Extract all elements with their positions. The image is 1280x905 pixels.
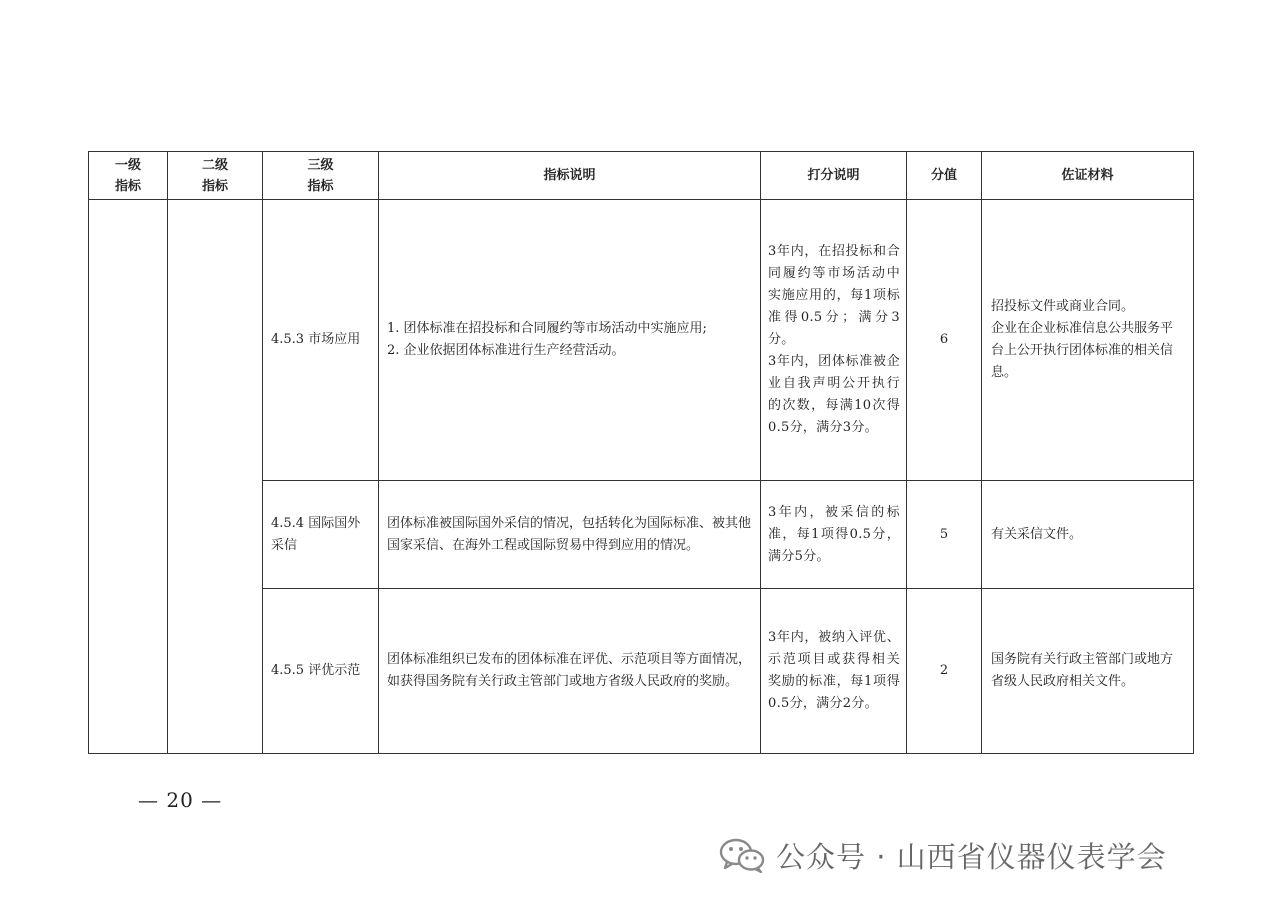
scoring-cell: 3年内，被采信的标准，每1项得0.5分，满分5分。 (761, 481, 907, 589)
score-cell: 2 (907, 589, 982, 754)
evidence-cell: 招投标文件或商业合同。 企业在企业标准信息公共服务平台上公开执行团体标准的相关信息。 (982, 200, 1194, 481)
description-cell: 1. 团体标准在招投标和合同履约等市场活动中实施应用; 2. 企业依据团体标准进行生产经营活动。 (379, 200, 761, 481)
description-cell: 团体标准被国际国外采信的情况，包括转化为国际标准、被其他国家采信、在海外工程或国际贸易中得到应用的情况。 (379, 481, 761, 589)
header-evidence: 佐证材料 (982, 152, 1194, 200)
wechat-icon (718, 837, 766, 873)
header-description: 指标说明 (379, 152, 761, 200)
header-level2: 二级 指标 (168, 152, 263, 200)
table-header-row (89, 152, 1194, 200)
table-row (89, 200, 1194, 481)
scoring-cell: 3年内，在招投标和合同履约等市场活动中实施应用的，每1项标准得0.5分；满分3分。 3年内，团体标准被企业自我声明公开执行的次数，每满10次得0.5分，满分3分。 (761, 200, 907, 481)
evaluation-table (88, 151, 1194, 754)
score-cell: 5 (907, 481, 982, 589)
level3-cell: 4.5.4 国际国外采信 (263, 481, 379, 589)
score-cell: 6 (907, 200, 982, 481)
header-level1: 一级 指标 (89, 152, 168, 200)
scoring-cell: 3年内，被纳入评优、示范项目或获得相关奖励的标准，每1项得0.5分，满分2分。 (761, 589, 907, 754)
header-score: 分值 (907, 152, 982, 200)
page-number: — 20 — (138, 788, 223, 812)
evidence-cell: 有关采信文件。 (982, 481, 1194, 589)
level1-cell (89, 200, 168, 754)
watermark (718, 835, 1167, 875)
level2-cell (168, 200, 263, 754)
level3-cell: 4.5.3 市场应用 (263, 200, 379, 481)
header-scoring: 打分说明 (761, 152, 907, 200)
level3-cell: 4.5.5 评优示范 (263, 589, 379, 754)
watermark-text: 公众号 · 山西省仪器仪表学会 (776, 839, 1167, 874)
header-level3: 三级 指标 (263, 152, 379, 200)
evidence-cell: 国务院有关行政主管部门或地方省级人民政府相关文件。 (982, 589, 1194, 754)
description-cell: 团体标准组织已发布的团体标准在评优、示范项目等方面情况，如获得国务院有关行政主管部门或地方省级人民政府的奖励。 (379, 589, 761, 754)
